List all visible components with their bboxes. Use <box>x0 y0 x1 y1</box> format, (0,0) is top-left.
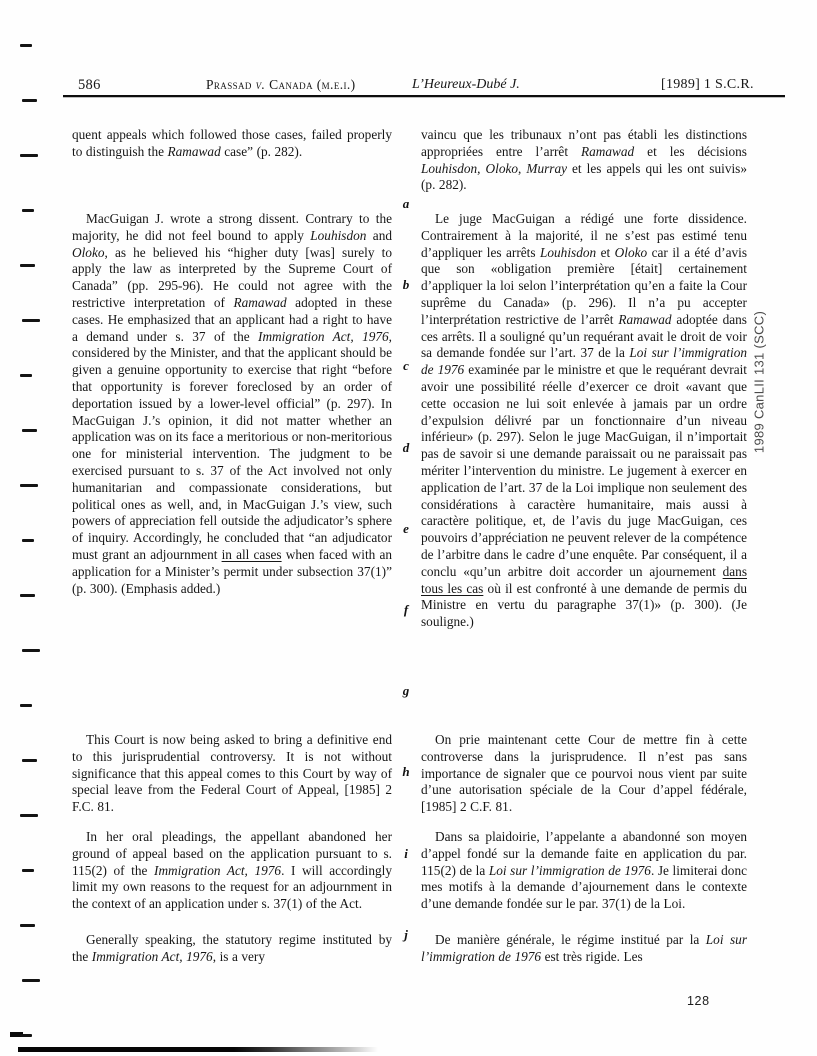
text-segment: examinée par le ministre et que le requérant devrait avoir une possibilité réelle d’exercer ce droit «avant que cette occasion ne lui soit enlevée à jamais par un ordre d’expulsion délivré par un fonctionnaire d’un niveau inférieur» (p. 297). Selon le juge MacGuigan, il n’importait pas de savoir si une demande paraissait ou ne paraissait pas mériter l’intervention du ministre. Le jugement à exercer en application de l’art. 37 de la Loi implique non seulement des considérations à caractère humanitaire, mais aussi à caractère politique, et, de l’avis du juge MacGuigan, ces pouvoirs d’appréciation ne peuvent relever de la compétence de l’arbitre dans le cadre d’une enquête. Par conséquent, il a conclu «qu’un arbitre doit accorder un ajournement <box>421 362 747 579</box>
text-segment: case” (p. 282). <box>220 143 303 159</box>
scan-mark <box>20 264 35 267</box>
text-segment: Immigration Act, 1976 <box>258 328 389 344</box>
french-column <box>421 0 747 1056</box>
text-segment: où il est confronté à une demande de permis du Ministre en vertu du paragraphe 37(1)» (p. 300). (Je souligne.) <box>421 580 747 630</box>
margin-letter-b: b <box>402 277 410 293</box>
text-segment: Dans sa plaidoirie, l’appelante a abandonné son moyen d’appel fondé sur la demande faite en application du par. 115(2) de la <box>421 829 747 878</box>
paragraph <box>421 127 747 194</box>
report-citation: [1989] 1 S.C.R. <box>661 77 754 92</box>
text-segment: Loi sur l’immigration de 1976 <box>421 345 747 378</box>
scan-mark <box>20 924 35 927</box>
paragraph <box>72 732 392 816</box>
text-segment: Oloko <box>614 244 648 260</box>
text-segment: Louhisdon <box>421 160 478 176</box>
text-segment: Immigration Act, 1976 <box>91 948 213 964</box>
scan-mark <box>22 209 34 212</box>
margin-letter-c: c <box>403 358 409 374</box>
canlii-stamp: 1989 CanLII 131 (SCC) <box>751 310 767 454</box>
text-segment: in all cases <box>221 546 282 562</box>
text-segment: This Court is now being asked to bring a definitive end to this jurisprudential controversy. It is not without significance that this appeal comes to this Court by way of special leave from the Federal Court of Appeal, [1985] 2 F.C. 81. <box>72 732 392 815</box>
text-segment: Ramawad <box>167 143 221 159</box>
text-segment: and <box>366 227 392 243</box>
paragraph <box>72 829 392 913</box>
text-segment: et <box>596 244 615 260</box>
paragraph <box>421 932 747 966</box>
text-segment: , <box>477 160 486 176</box>
margin-letter-g: g <box>402 683 410 699</box>
text-segment: adopted in these cases. He emphasized that an applicant had a right to have a demand under s. 37 of the <box>72 294 392 344</box>
text-segment: , considered by the Minister, and that the applicant should be given a genuine opportunity to exercise that right “before that opportunity is forever foreclosed by an order of deportation issued by a lower-level official” (p. 297). In MacGuigan J.’s opinion, it did not matter whether an application was on its face a meritorious or non-meritorious one for ministerial intervention. The judgment to be exercised pursuant to s. 37 of the Act involved not only humanitarian and compassionate considerations, but political ones as well, and, in MacGuigan J.’s view, such powers of appreciation fell outside the adjudicator’s sphere of inquiry. Accordingly, he concluded that “an adjudicator must grant an adjournment <box>72 328 392 562</box>
text-segment: adoptée dans ces arrêts. Il a souligné qu’un requérant avait le droit de voir sa demande fondée sur l’art. 37 de la <box>421 311 747 361</box>
text-segment: Louhisdon <box>539 244 597 260</box>
scan-mark <box>22 319 40 322</box>
margin-letter-i: i <box>404 845 408 861</box>
scan-mark <box>20 44 32 47</box>
text-segment: et les appels qui les ont suivis» (p. 282). <box>421 160 747 193</box>
margin-letter-j: j <box>404 926 408 942</box>
scan-bottom-bar <box>18 1047 378 1052</box>
text-segment: Loi sur l’immigration de 1976 <box>421 932 747 964</box>
scan-mark <box>22 539 34 542</box>
scan-mark <box>20 594 35 597</box>
text-segment: . Je limiterai donc mes motifs à la demande d’ajournement dans le contexte d’une demande fondée sur le par. 37(1) de la Loi. <box>421 862 747 912</box>
text-segment: Louhisdon <box>310 227 367 243</box>
scan-mark <box>22 649 40 652</box>
judge-name: L’Heureux-Dubé J. <box>412 77 520 92</box>
text-segment: dans tous les cas <box>421 563 747 596</box>
text-segment: Le juge MacGuigan a rédigé une forte dissidence. Contrairement à la majorité, il ne s’est pas estimé tenu d’appliquer les arrêts <box>421 211 747 260</box>
text-segment: Oloko <box>485 160 519 176</box>
text-segment: quent appeals which followed those cases, failed properly to distinguish the <box>72 127 392 159</box>
text-segment: , <box>518 160 527 176</box>
text-segment: Murray <box>526 160 567 176</box>
text-segment: MacGuigan J. wrote a strong dissent. Contrary to the majority, he did not feel bound to apply <box>72 211 392 243</box>
paragraph <box>421 829 747 913</box>
scan-mark <box>22 979 40 982</box>
scan-mark <box>20 374 32 377</box>
text-segment: est très rigide. Les <box>541 948 643 964</box>
scan-mark <box>20 814 38 817</box>
report-page-number: 586 <box>78 77 101 93</box>
text-segment: Ramawad <box>581 143 635 159</box>
text-segment: De manière générale, le régime institué par la <box>435 932 706 947</box>
paragraph <box>72 211 392 597</box>
text-segment: Ramawad <box>618 311 672 327</box>
margin-letter-e: e <box>403 520 409 536</box>
scan-mark <box>22 429 37 432</box>
text-segment: , is a very <box>212 948 266 964</box>
text-segment: Canada (m.e.i.) <box>265 77 356 92</box>
text-segment: Immigration Act, 1976 <box>154 862 282 878</box>
text-segment: Ramawad <box>233 294 287 310</box>
scan-mark <box>22 869 34 872</box>
text-segment: v. <box>255 77 266 92</box>
text-segment: when faced with an application for a Minister’s permit under subsection 37(1)” (p. 300). (Emphasis added.) <box>72 546 392 596</box>
text-segment: On prie maintenant cette Cour de mettre fin à cette controverse dans la jurisprudence. Il n’est pas sans importance de signaler que ce pourvoi nous vient par suite d’une autorisation spéciale de la Cour d’appel fédérale, [1985] 2 C.F. 81. <box>421 732 747 815</box>
paragraph <box>421 211 747 631</box>
text-segment: vaincu que les tribunaux n’ont pas établi les distinctions appropriées entre l’arrêt <box>421 127 747 159</box>
scan-mark <box>20 154 38 157</box>
text-segment: et les décisions <box>634 143 747 159</box>
margin-letter-d: d <box>402 439 410 455</box>
margin-letter-h: h <box>402 764 410 780</box>
scan-mark <box>20 1034 32 1037</box>
scan-page-number: 128 <box>687 994 710 1008</box>
margin-letter-f: f <box>403 602 409 617</box>
margin-letter-a: a <box>402 196 410 211</box>
text-segment: In her oral pleadings, the appellant abandoned her ground of appeal based on the application pursuant to s. 115(2) of the <box>72 829 392 878</box>
text-segment: , as he believed his “higher duty [was] surely to apply the law as interpreted by the Supreme Court of Canada” (pp. 295-96). He could not agree with the restrictive interpretation of <box>72 244 392 310</box>
scan-mark <box>22 99 37 102</box>
english-column <box>72 0 392 1056</box>
text-segment: Generally speaking, the statutory regime instituted by the <box>72 932 392 964</box>
text-segment: Oloko <box>72 244 105 260</box>
scan-mark <box>20 484 38 487</box>
text-segment: . I will accordingly limit my own reasons to the request for an adjournment in the context of an application under s. 37(1) of the Act. <box>72 862 392 912</box>
paragraph <box>72 127 392 161</box>
scan-mark <box>22 759 37 762</box>
paragraph <box>72 932 392 966</box>
text-segment: Prassad <box>206 77 256 92</box>
paragraph <box>421 732 747 816</box>
text-segment: car il a été d’avis que son «obligation première [était] certainement d’appliquer la loi selon l’interprétation qu’en a faite la Cour suprême du Canada» (p. 296). Il n’a pu accepter l’interprétation restrictive de l’arrêt <box>421 244 747 327</box>
text-segment: Loi sur l’immigration de 1976 <box>488 862 651 878</box>
scan-mark <box>20 704 32 707</box>
